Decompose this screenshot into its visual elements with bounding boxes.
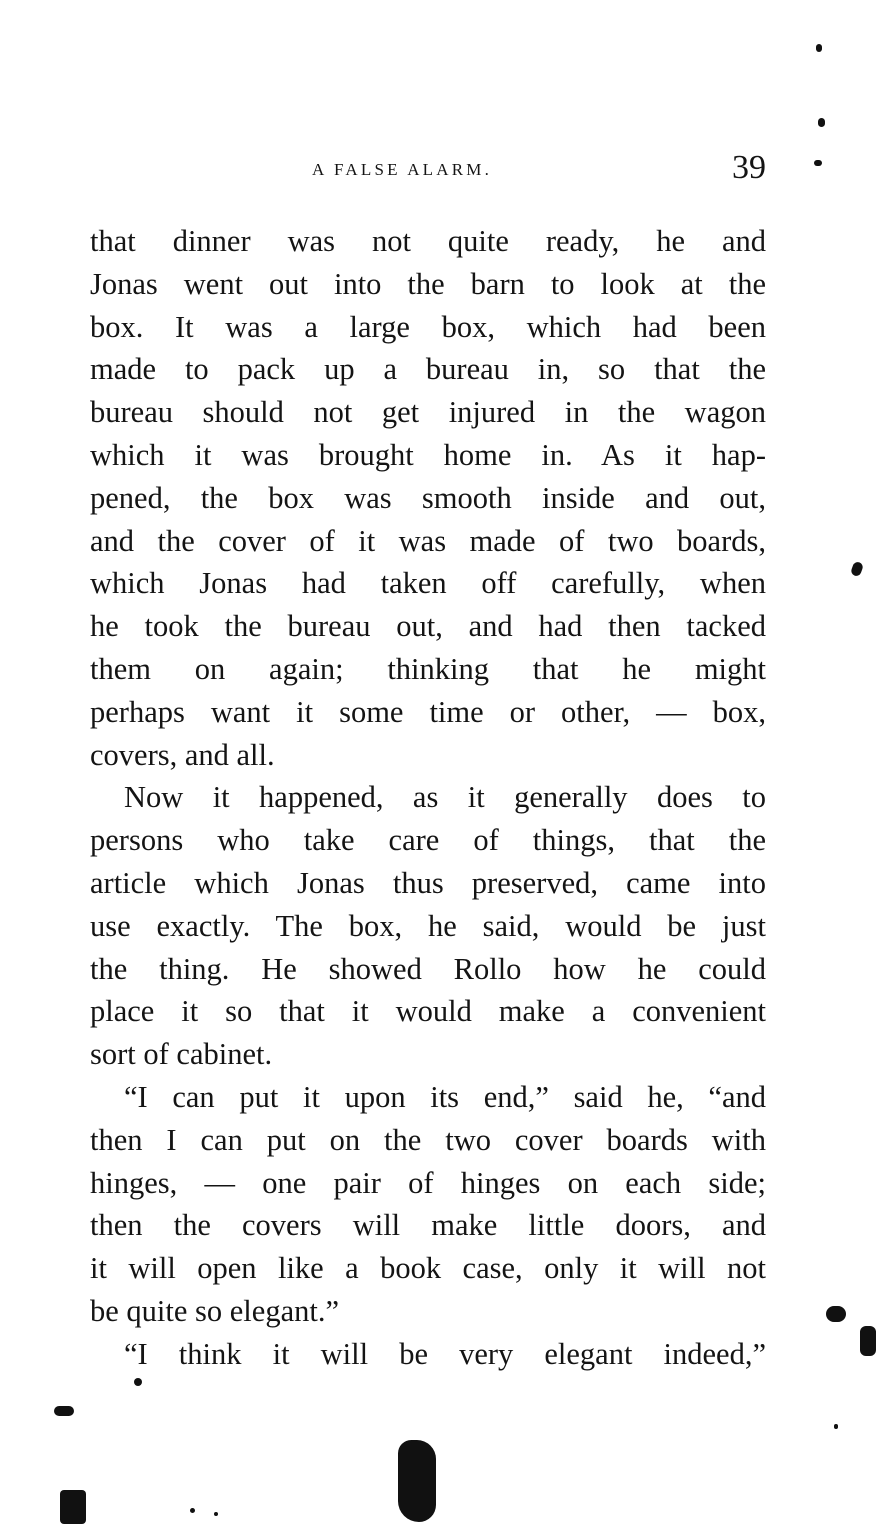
text-line: it will open like a book case, only it will not: [90, 1251, 766, 1286]
text-line: use exactly. The box, he said, would be just: [90, 908, 766, 943]
text-line: perhaps want it some time or other, — box,: [90, 694, 766, 729]
ink-speck: [190, 1508, 195, 1513]
body-text: [90, 220, 766, 1376]
text-line: made to pack up a bureau in, so that the: [90, 352, 766, 387]
text-line: persons who take care of things, that the: [90, 823, 766, 858]
text-line: bureau should not get injured in the wagon: [90, 395, 766, 430]
text-line: that dinner was not quite ready, he and: [90, 224, 766, 258]
text-line: sort of cabinet.: [90, 1037, 273, 1072]
ink-speck: [818, 118, 825, 127]
text-line: place it so that it would make a convenient: [90, 994, 766, 1029]
page-number: 39: [732, 149, 766, 186]
ink-speck: [60, 1490, 86, 1524]
running-title: A FALSE ALARM.: [312, 160, 493, 179]
ink-speck: [860, 1326, 876, 1356]
text-line: Jonas went out into the barn to look at the: [90, 266, 766, 301]
text-line: “I can put it upon its end,” said he, “and: [124, 1079, 766, 1114]
text-line: then I can put on the two cover boards with: [90, 1122, 766, 1157]
text-line: which it was brought home in. As it hap-: [90, 437, 766, 472]
text-line: box. It was a large box, which had been: [90, 309, 766, 344]
text-line: article which Jonas thus preserved, came into: [90, 865, 766, 900]
ink-speck: [134, 1378, 142, 1386]
ink-speck: [814, 160, 822, 166]
ink-speck: [850, 561, 864, 578]
text-line: pened, the box was smooth inside and out,: [90, 480, 766, 515]
text-line: and the cover of it was made of two boards,: [90, 523, 766, 558]
ink-speck: [834, 1424, 838, 1429]
text-line: “I think it will be very elegant indeed,”: [124, 1336, 766, 1371]
text-line: covers, and all.: [90, 737, 275, 772]
text-line: the thing. He showed Rollo how he could: [90, 951, 766, 986]
text-line: he took the bureau out, and had then tacked: [90, 609, 766, 644]
text-line: which Jonas had taken off carefully, when: [90, 566, 766, 601]
text-line: be quite so elegant.”: [90, 1293, 339, 1328]
ink-speck: [816, 44, 822, 52]
ink-blot: [398, 1440, 436, 1522]
text-line: Now it happened, as it generally does to: [124, 780, 766, 815]
page-header: [90, 148, 766, 192]
text-line: then the covers will make little doors, and: [90, 1208, 766, 1243]
ink-speck: [214, 1512, 218, 1516]
ink-speck: [826, 1306, 846, 1322]
ink-speck: [54, 1406, 74, 1416]
text-line: hinges, — one pair of hinges on each side;: [90, 1165, 766, 1200]
text-line: them on again; thinking that he might: [90, 651, 766, 686]
